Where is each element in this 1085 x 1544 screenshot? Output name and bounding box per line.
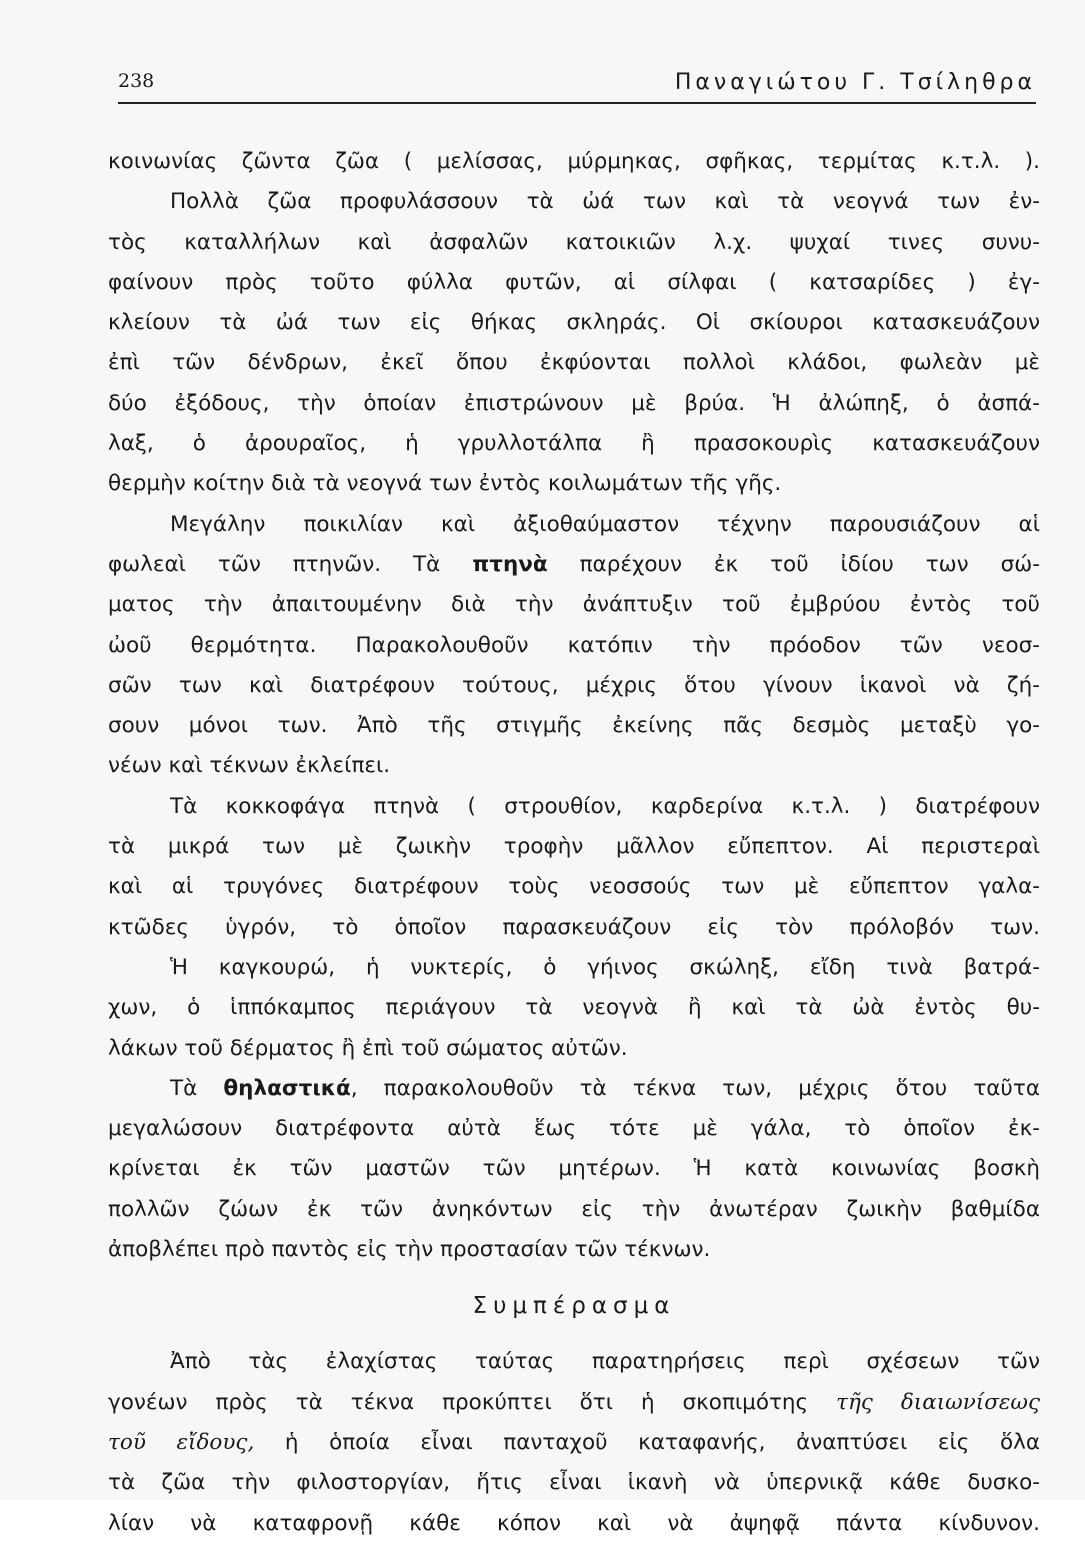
- text-line: σῶν των καὶ διατρέφουν τούτους, μέχρις ὅτου γίνουν ἱκανοὶ νὰ ζή-: [108, 672, 1040, 698]
- text-line: λαξ, ὁ ἀρουραῖος, ἡ γρυλλοτάλπα ἢ πρασοκουρὶς κατασκευάζουν: [108, 431, 1040, 457]
- text-line: ἀποβλέπει πρὸ παντὸς εἰς τὴν προστασίαν τῶν τέκνων.: [108, 1237, 711, 1263]
- text-segment: , παρακολουθοῦν τὰ τέκνα των, μέχρις ὅτου ταῦτα: [350, 1075, 1040, 1101]
- italic-phrase: τοῦ εἴδους,: [108, 1429, 255, 1455]
- text-line: κοινωνίας ζῶντα ζῶα ( μελίσσας, μύρμηκας, σφῆκας, τερμίτας κ.τ.λ. ).: [108, 149, 1040, 174]
- page-number: 238: [118, 70, 155, 92]
- text-line: Ἡ καγκουρώ, ἡ νυκτερίς, ὁ γήινος σκώληξ, εἴδη τινὰ βατρά-: [170, 954, 1040, 980]
- text-line: λίαν νὰ καταφρονῇ κάθε κόπον καὶ νὰ ἀψηφᾷ πάντα κίνδυνον.: [108, 1510, 1040, 1536]
- text-line: φαίνουν πρὸς τοῦτο φύλλα φυτῶν, αἱ σίλφαι ( κατσαρίδες ) ἐγ-: [108, 269, 1040, 295]
- running-head: Παναγιώτου Γ. Τσίληθρα: [674, 70, 1036, 95]
- text-segment: γονέων πρὸς τὰ τέκνα προκύπτει ὅτι ἡ σκοπιμότης: [108, 1389, 809, 1415]
- text-segment: ἡ ὁποία εἶναι πανταχοῦ καταφανής, ἀναπτύσει εἰς ὅλα: [284, 1429, 1040, 1455]
- text-line: λάκων τοῦ δέρματος ἢ ἐπὶ τοῦ σώματος αὐτῶν.: [108, 1035, 628, 1061]
- section-title: Συμπέρασμα: [472, 1293, 676, 1320]
- text-line: Τὰ κοκκοφάγα πτηνὰ ( στρουθίον, καρδερίνα κ.τ.λ. ) διατρέφουν: [170, 793, 1040, 819]
- text-line: σουν μόνοι των. Ἀπὸ τῆς στιγμῆς ἐκείνης πᾶς δεσμὸς μεταξὺ γο-: [108, 713, 1040, 739]
- text-line: [108, 1069, 1040, 1109]
- text-line: τὸς καταλλήλων καὶ ἀσφαλῶν κατοικιῶν λ.χ. ψυχαί τινες συνυ-: [108, 229, 1040, 255]
- text-line: κρίνεται ἐκ τῶν μαστῶν τῶν μητέρων. Ἡ κατὰ κοινωνίας βοσκὴ: [108, 1156, 1040, 1182]
- text-line: τὰ μικρά των μὲ ζωικὴν τροφὴν μᾶλλον εὔπεπτον. Αἱ περιστεραὶ: [108, 834, 1040, 860]
- text-line: κτῶδες ὑγρόν, τὸ ὁποῖον παρασκευάζουν εἰς τὸν πρόλοβόν των.: [108, 914, 1040, 940]
- bold-term: πτηνὰ: [472, 551, 548, 577]
- text-line: μεγαλώσουν διατρέφοντα αὐτὰ ἕως τότε μὲ γάλα, τὸ ὁποῖον ἐκ-: [108, 1116, 1040, 1142]
- text-segment: φωλεαὶ τῶν πτηνῶν. Τὰ: [108, 551, 441, 577]
- text-line: κλείουν τὰ ὠά των εἰς θήκας σκληράς. Οἱ σκίουροι κατασκευάζουν: [108, 310, 1040, 336]
- text-line: νέων καὶ τέκνων ἐκλείπει.: [108, 753, 391, 779]
- text-line: καὶ αἱ τρυγόνες διατρέφουν τοὺς νεοσσούς των μὲ εὔπεπτον γαλα-: [108, 874, 1040, 900]
- body-text: [108, 142, 1040, 1544]
- italic-phrase: τῆς διαιωνίσεως: [836, 1389, 1040, 1415]
- text-line: δύο ἐξόδους, τὴν ὁποίαν ἐπιστρώνουν μὲ βρύα. Ἡ ἀλώπηξ, ὁ ἀσπά-: [108, 390, 1040, 416]
- text-line: Πολλὰ ζῶα προφυλάσσουν τὰ ὠά των καὶ τὰ νεογνά των ἐν-: [170, 189, 1040, 215]
- text-line: Ἀπὸ τὰς ἐλαχίστας ταύτας παρατηρήσεις περὶ σχέσεων τῶν: [170, 1349, 1040, 1375]
- text-line: χων, ὁ ἱππόκαμπος περιάγουν τὰ νεογνὰ ἢ καὶ τὰ ὠὰ ἐντὸς θυ-: [108, 995, 1040, 1021]
- text-line: ἐπὶ τῶν δένδρων, ἐκεῖ ὅπου ἐκφύονται πολλοὶ κλάδοι, φωλεὰν μὲ: [108, 350, 1040, 376]
- text-segment: Τὰ: [170, 1075, 198, 1101]
- text-line: [108, 1423, 1040, 1463]
- text-line: Μεγάλην ποικιλίαν καὶ ἀξιοθαύμαστον τέχνην παρουσιάζουν αἱ: [170, 511, 1040, 537]
- text-line: τὰ ζῶα τὴν φιλοστοργίαν, ἥτις εἶναι ἱκανὴ νὰ ὑπερνικᾷ κάθε δυσκο-: [108, 1470, 1040, 1496]
- text-line: [108, 1383, 1040, 1423]
- page-header: [118, 62, 1036, 104]
- text-line: ὠοῦ θερμότητα. Παρακολουθοῦν κατόπιν τὴν πρόοδον τῶν νεοσ-: [108, 632, 1040, 658]
- bold-term: θηλαστικά: [223, 1075, 351, 1101]
- text-line: ματος τὴν ἀπαιτουμένην διὰ τὴν ἀνάπτυξιν τοῦ ἐμβρύου ἐντὸς τοῦ: [108, 592, 1040, 618]
- text-line: θερμὴν κοίτην διὰ τὰ νεογνά των ἐντὸς κοιλωμάτων τῆς γῆς.: [108, 471, 782, 497]
- text-segment: παρέχουν ἐκ τοῦ ἰδίου των σώ-: [579, 551, 1040, 577]
- text-line: πολλῶν ζώων ἐκ τῶν ἀνηκόντων εἰς τὴν ἀνωτέραν ζωικὴν βαθμίδα: [108, 1196, 1040, 1222]
- text-line: [108, 545, 1040, 585]
